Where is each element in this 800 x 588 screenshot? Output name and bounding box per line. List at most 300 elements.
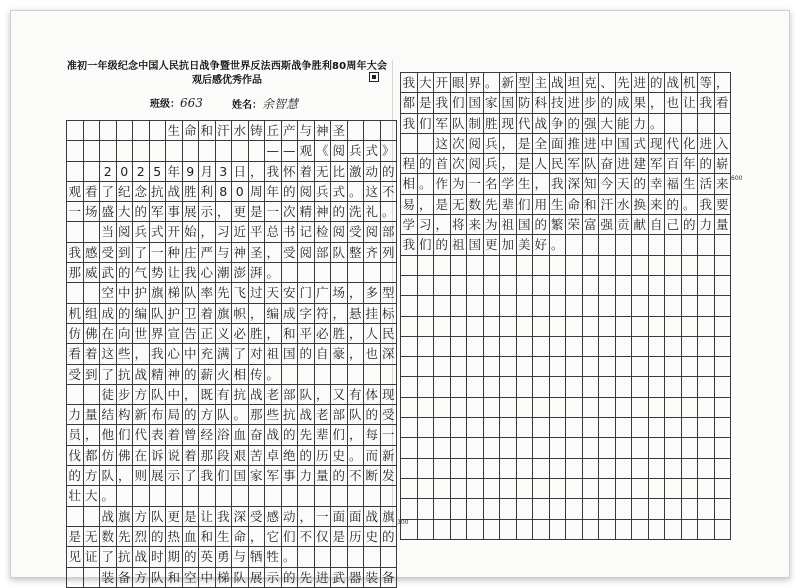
left-char-cell: 和 — [199, 121, 216, 141]
left-empty-cell — [133, 486, 150, 506]
right-char-cell: 来 — [467, 215, 484, 235]
left-empty-cell — [216, 141, 233, 161]
left-char-cell: 看 — [84, 182, 101, 202]
left-char-cell: 我 — [216, 507, 233, 527]
left-char-cell: 我 — [67, 243, 84, 263]
left-char-cell: 热 — [166, 527, 183, 547]
left-char-cell: 兵 — [133, 222, 150, 242]
right-empty-cell — [715, 337, 732, 357]
left-char-cell: 事 — [166, 202, 183, 222]
right-empty-cell — [467, 479, 484, 499]
right-empty-cell — [649, 235, 666, 255]
right-char-cell: 年 — [682, 154, 699, 174]
right-char-cell: 是 — [418, 93, 435, 113]
left-char-cell: 编 — [133, 304, 150, 324]
left-char-cell: 部 — [282, 385, 299, 405]
left-char-cell: ， — [84, 425, 101, 445]
left-char-cell: 烈 — [133, 527, 150, 547]
left-char-cell: 。 — [381, 202, 398, 222]
right-empty-cell — [583, 296, 600, 316]
right-empty-cell — [550, 479, 567, 499]
left-char-cell: 力 — [298, 466, 315, 486]
right-empty-cell — [583, 317, 600, 337]
left-char-cell: 利 — [199, 182, 216, 202]
left-char-cell: 心 — [166, 344, 183, 364]
right-char-cell: 首 — [434, 154, 451, 174]
left-char-cell: 过 — [249, 283, 266, 303]
right-empty-cell — [698, 418, 715, 438]
left-char-cell: 示 — [199, 202, 216, 222]
right-char-cell: 科 — [533, 93, 550, 113]
left-char-cell: 队 — [331, 243, 348, 263]
right-char-cell: 国 — [517, 215, 534, 235]
right-empty-cell — [665, 114, 682, 134]
right-char-cell: 进 — [698, 134, 715, 154]
left-char-cell: 了 — [100, 182, 117, 202]
left-char-cell: 方 — [84, 466, 101, 486]
left-empty-cell — [381, 486, 398, 506]
right-empty-cell — [484, 317, 501, 337]
right-empty-cell — [649, 479, 666, 499]
left-empty-cell — [84, 568, 101, 588]
right-empty-cell — [451, 317, 468, 337]
left-char-cell: 部 — [381, 222, 398, 242]
right-empty-cell — [682, 317, 699, 337]
left-char-cell: 战 — [265, 425, 282, 445]
left-char-cell: 代 — [133, 425, 150, 445]
left-char-cell: 在 — [100, 324, 117, 344]
right-char-cell: 奋 — [599, 154, 616, 174]
right-empty-cell — [649, 377, 666, 397]
right-char-cell: 繁 — [550, 215, 567, 235]
right-empty-cell — [682, 479, 699, 499]
right-empty-cell — [583, 499, 600, 519]
left-char-cell: 那 — [249, 405, 266, 425]
right-empty-cell — [533, 256, 550, 276]
left-char-cell: 动 — [282, 507, 299, 527]
right-empty-cell — [434, 256, 451, 276]
left-char-cell: 胜 — [183, 182, 200, 202]
left-char-cell: 比 — [331, 162, 348, 182]
right-char-cell: 献 — [632, 215, 649, 235]
left-char-cell: 。 — [348, 446, 365, 466]
left-char-cell: 着 — [166, 425, 183, 445]
left-empty-cell — [67, 385, 84, 405]
left-char-cell: 经 — [199, 425, 216, 445]
left-char-cell: 编 — [265, 304, 282, 324]
right-char-cell: 和 — [583, 195, 600, 215]
left-char-cell: 抗 — [282, 405, 299, 425]
right-char-cell: 军 — [434, 114, 451, 134]
left-char-cell: 薪 — [199, 365, 216, 385]
right-char-cell: 来 — [649, 195, 666, 215]
right-empty-cell — [451, 438, 468, 458]
left-char-cell: 胜 — [331, 324, 348, 344]
right-empty-cell — [698, 459, 715, 479]
right-empty-cell — [484, 256, 501, 276]
left-char-cell: 军 — [265, 466, 282, 486]
left-char-cell: ， — [183, 385, 200, 405]
left-char-cell: 和 — [282, 324, 299, 344]
left-char-cell: 着 — [298, 162, 315, 182]
left-char-cell: 步 — [117, 385, 134, 405]
left-char-cell: 们 — [282, 527, 299, 547]
right-empty-cell — [467, 499, 484, 519]
left-char-cell: 场 — [331, 283, 348, 303]
right-empty-cell — [649, 357, 666, 377]
left-char-cell: 种 — [166, 243, 183, 263]
right-empty-cell — [632, 276, 649, 296]
right-empty-cell — [484, 398, 501, 418]
left-char-cell: 人 — [364, 324, 381, 344]
left-char-cell: 队 — [348, 405, 365, 425]
left-char-cell: 装 — [364, 568, 381, 588]
right-char-cell: 界 — [467, 73, 484, 93]
right-empty-cell — [616, 398, 633, 418]
left-empty-cell — [133, 121, 150, 141]
left-empty-cell — [84, 385, 101, 405]
right-empty-cell — [434, 520, 451, 540]
left-char-cell: 方 — [133, 385, 150, 405]
right-empty-cell — [632, 398, 649, 418]
right-char-cell: 推 — [566, 134, 583, 154]
right-empty-cell — [599, 235, 616, 255]
right-empty-cell — [583, 459, 600, 479]
right-empty-cell — [467, 357, 484, 377]
right-char-cell: 我 — [401, 235, 418, 255]
right-char-cell: 的 — [434, 235, 451, 255]
right-empty-cell — [467, 256, 484, 276]
right-empty-cell — [599, 438, 616, 458]
right-empty-cell — [698, 438, 715, 458]
right-char-cell: 中 — [599, 134, 616, 154]
right-char-cell: 的 — [599, 93, 616, 113]
right-empty-cell — [484, 479, 501, 499]
left-char-cell: 场 — [84, 202, 101, 222]
left-char-cell: 到 — [117, 243, 134, 263]
left-char-cell: 战 — [249, 385, 266, 405]
right-empty-cell — [632, 377, 649, 397]
right-char-cell: 辈 — [500, 195, 517, 215]
left-char-cell: 8 — [216, 182, 233, 202]
left-char-cell: 表 — [150, 425, 167, 445]
left-empty-cell — [84, 141, 101, 161]
right-char-cell: 新 — [500, 73, 517, 93]
left-empty-cell — [67, 141, 84, 161]
left-char-cell: 年 — [265, 182, 282, 202]
right-empty-cell — [533, 459, 550, 479]
right-empty-cell — [698, 398, 715, 418]
right-char-cell: 开 — [434, 73, 451, 93]
left-char-cell: 仅 — [315, 527, 332, 547]
left-char-cell: 多 — [364, 283, 381, 303]
left-empty-cell — [67, 222, 84, 242]
left-char-cell: ， — [348, 324, 365, 344]
right-empty-cell — [434, 479, 451, 499]
right-empty-cell — [665, 499, 682, 519]
left-char-cell: ， — [265, 243, 282, 263]
right-empty-cell — [550, 256, 567, 276]
left-char-cell: 飞 — [232, 283, 249, 303]
left-char-cell: 水 — [232, 121, 249, 141]
left-empty-cell — [298, 365, 315, 385]
left-char-cell: 空 — [183, 568, 200, 588]
left-char-cell: 辈 — [315, 425, 332, 445]
left-char-cell: 的 — [298, 344, 315, 364]
right-empty-cell — [566, 459, 583, 479]
left-char-cell: 战 — [298, 405, 315, 425]
left-char-cell: 武 — [100, 263, 117, 283]
left-char-cell: 汗 — [216, 121, 233, 141]
right-empty-cell — [599, 459, 616, 479]
left-char-cell: 9 — [183, 162, 200, 182]
right-empty-cell — [533, 479, 550, 499]
right-empty-cell — [500, 418, 517, 438]
left-char-cell: 整 — [348, 243, 365, 263]
right-char-cell: ， — [649, 93, 666, 113]
left-char-cell: 安 — [282, 283, 299, 303]
right-empty-cell — [451, 418, 468, 438]
right-empty-cell — [533, 438, 550, 458]
left-char-cell: 牲 — [265, 547, 282, 567]
left-char-cell: 佛 — [84, 324, 101, 344]
left-char-cell: 队 — [150, 507, 167, 527]
right-char-cell: 进 — [632, 73, 649, 93]
right-char-cell: 祖 — [500, 215, 517, 235]
left-empty-cell — [199, 141, 216, 161]
left-char-cell: 时 — [150, 547, 167, 567]
left-char-cell: 深 — [232, 507, 249, 527]
right-char-cell: 的 — [533, 215, 550, 235]
left-empty-cell — [84, 162, 101, 182]
left-char-cell: — — [282, 141, 299, 161]
left-char-cell: 既 — [199, 385, 216, 405]
left-char-cell: 部 — [315, 243, 332, 263]
left-char-cell: 。 — [100, 486, 117, 506]
left-empty-cell — [166, 486, 183, 506]
left-char-cell: 队 — [150, 385, 167, 405]
right-empty-cell — [715, 317, 732, 337]
left-char-cell: 传 — [249, 365, 266, 385]
left-char-cell: 丘 — [265, 121, 282, 141]
left-empty-cell — [298, 263, 315, 283]
right-empty-cell — [418, 357, 435, 377]
left-char-cell: 战 — [100, 507, 117, 527]
right-empty-cell — [649, 459, 666, 479]
right-char-cell: 程 — [401, 154, 418, 174]
left-char-cell: ， — [133, 344, 150, 364]
left-char-cell: 《 — [315, 141, 332, 161]
right-empty-cell — [632, 520, 649, 540]
left-char-cell: 队 — [216, 405, 233, 425]
right-empty-cell — [566, 377, 583, 397]
left-char-cell: 。 — [348, 182, 365, 202]
left-char-cell: 国 — [232, 466, 249, 486]
left-char-cell: 的 — [183, 405, 200, 425]
left-char-cell: 英 — [199, 547, 216, 567]
right-empty-cell — [500, 520, 517, 540]
left-char-cell: 构 — [117, 405, 134, 425]
left-char-cell: 发 — [381, 466, 398, 486]
right-empty-cell — [698, 479, 715, 499]
left-char-cell: 史 — [364, 527, 381, 547]
left-char-cell: 体 — [364, 385, 381, 405]
left-char-cell: 世 — [133, 324, 150, 344]
word-count-left: 300 — [397, 519, 409, 526]
right-empty-cell — [682, 256, 699, 276]
left-char-cell: 曾 — [183, 425, 200, 445]
left-char-cell: 勇 — [216, 547, 233, 567]
right-empty-cell — [401, 438, 418, 458]
right-empty-cell — [484, 296, 501, 316]
left-char-cell: 护 — [133, 283, 150, 303]
left-char-cell: 队 — [232, 568, 249, 588]
right-empty-cell — [698, 357, 715, 377]
right-empty-cell — [401, 418, 418, 438]
right-empty-cell — [451, 377, 468, 397]
right-empty-cell — [682, 520, 699, 540]
right-char-cell: 国 — [467, 93, 484, 113]
right-empty-cell — [500, 479, 517, 499]
left-empty-cell — [315, 365, 332, 385]
right-char-cell: 。 — [682, 195, 699, 215]
right-char-cell: 人 — [533, 154, 550, 174]
right-empty-cell — [583, 398, 600, 418]
right-empty-cell — [715, 276, 732, 296]
right-empty-cell — [649, 499, 666, 519]
right-empty-cell — [434, 377, 451, 397]
right-char-cell: 将 — [451, 215, 468, 235]
right-empty-cell — [682, 377, 699, 397]
right-empty-cell — [550, 317, 567, 337]
left-char-cell: 浴 — [216, 425, 233, 445]
right-empty-cell — [550, 499, 567, 519]
left-char-cell: 潮 — [216, 263, 233, 283]
right-empty-cell — [682, 296, 699, 316]
left-char-cell: 抗 — [232, 385, 249, 405]
left-char-cell: 中 — [199, 568, 216, 588]
left-char-cell: 势 — [150, 263, 167, 283]
right-char-cell: 的 — [649, 73, 666, 93]
left-char-cell: 生 — [216, 527, 233, 547]
right-empty-cell — [550, 377, 567, 397]
left-empty-cell — [364, 263, 381, 283]
left-char-cell: 看 — [67, 344, 84, 364]
right-empty-cell — [550, 296, 567, 316]
left-char-cell: 们 — [117, 425, 134, 445]
left-char-cell: 向 — [117, 324, 134, 344]
left-empty-cell — [166, 141, 183, 161]
left-char-cell: 队 — [183, 283, 200, 303]
right-char-cell: 也 — [665, 93, 682, 113]
left-char-cell: 备 — [117, 568, 134, 588]
right-char-cell: 的 — [698, 154, 715, 174]
left-char-cell: 祖 — [265, 344, 282, 364]
right-empty-cell — [682, 235, 699, 255]
left-char-cell: 严 — [199, 243, 216, 263]
class-label: 班级： — [150, 99, 180, 110]
left-char-cell: 挂 — [364, 304, 381, 324]
right-char-cell: 队 — [451, 114, 468, 134]
left-char-cell: 圣 — [331, 121, 348, 141]
left-char-cell: 我 — [199, 466, 216, 486]
right-empty-cell — [715, 256, 732, 276]
right-empty-cell — [665, 398, 682, 418]
left-char-cell: 受 — [282, 243, 299, 263]
right-empty-cell — [434, 398, 451, 418]
right-char-cell: 看 — [715, 93, 732, 113]
left-char-cell: 着 — [199, 304, 216, 324]
left-writing-grid — [66, 120, 397, 588]
right-empty-cell — [715, 114, 732, 134]
left-char-cell: 齐 — [364, 243, 381, 263]
right-empty-cell — [616, 520, 633, 540]
left-char-cell: 面 — [348, 507, 365, 527]
right-empty-cell — [484, 377, 501, 397]
right-char-cell: 的 — [665, 195, 682, 215]
left-char-cell: 示 — [265, 568, 282, 588]
left-char-cell: 圣 — [249, 243, 266, 263]
left-char-cell: 观 — [298, 141, 315, 161]
left-char-cell: 力 — [67, 405, 84, 425]
left-char-cell: 神 — [166, 365, 183, 385]
left-char-cell: 激 — [348, 162, 365, 182]
right-char-cell: 学 — [401, 215, 418, 235]
right-empty-cell — [533, 499, 550, 519]
right-char-cell: 无 — [451, 195, 468, 215]
right-empty-cell — [566, 438, 583, 458]
left-char-cell: 了 — [133, 243, 150, 263]
right-empty-cell — [418, 459, 435, 479]
left-char-cell: 符 — [315, 304, 332, 324]
right-empty-cell — [616, 418, 633, 438]
left-char-cell: 绝 — [282, 446, 299, 466]
left-char-cell: 结 — [100, 405, 117, 425]
right-empty-cell — [500, 317, 517, 337]
left-char-cell: 是 — [67, 527, 84, 547]
left-char-cell: ， — [315, 385, 332, 405]
left-empty-cell — [133, 141, 150, 161]
left-char-cell: 2 — [133, 162, 150, 182]
right-empty-cell — [401, 499, 418, 519]
left-char-cell: 充 — [199, 344, 216, 364]
right-char-cell: 全 — [533, 134, 550, 154]
right-char-cell: 数 — [467, 195, 484, 215]
right-empty-cell — [599, 276, 616, 296]
left-char-cell: 军 — [150, 202, 167, 222]
right-empty-cell — [715, 479, 732, 499]
left-empty-cell — [331, 547, 348, 567]
right-char-cell: 家 — [484, 93, 501, 113]
left-empty-cell — [232, 486, 249, 506]
left-char-cell: 旗 — [216, 304, 233, 324]
left-char-cell: 史 — [331, 446, 348, 466]
left-char-cell: 阅 — [298, 182, 315, 202]
left-empty-cell — [216, 486, 233, 506]
left-char-cell: 先 — [117, 527, 134, 547]
right-empty-cell — [682, 337, 699, 357]
left-empty-cell — [117, 141, 134, 161]
left-char-cell: 历 — [348, 527, 365, 547]
left-char-cell: 是 — [249, 202, 266, 222]
left-char-cell: 怀 — [282, 162, 299, 182]
right-char-cell: 式 — [632, 134, 649, 154]
right-empty-cell — [517, 479, 534, 499]
right-empty-cell — [484, 520, 501, 540]
left-char-cell: 断 — [364, 466, 381, 486]
left-char-cell: 不 — [348, 466, 365, 486]
left-char-cell: 战 — [133, 365, 150, 385]
